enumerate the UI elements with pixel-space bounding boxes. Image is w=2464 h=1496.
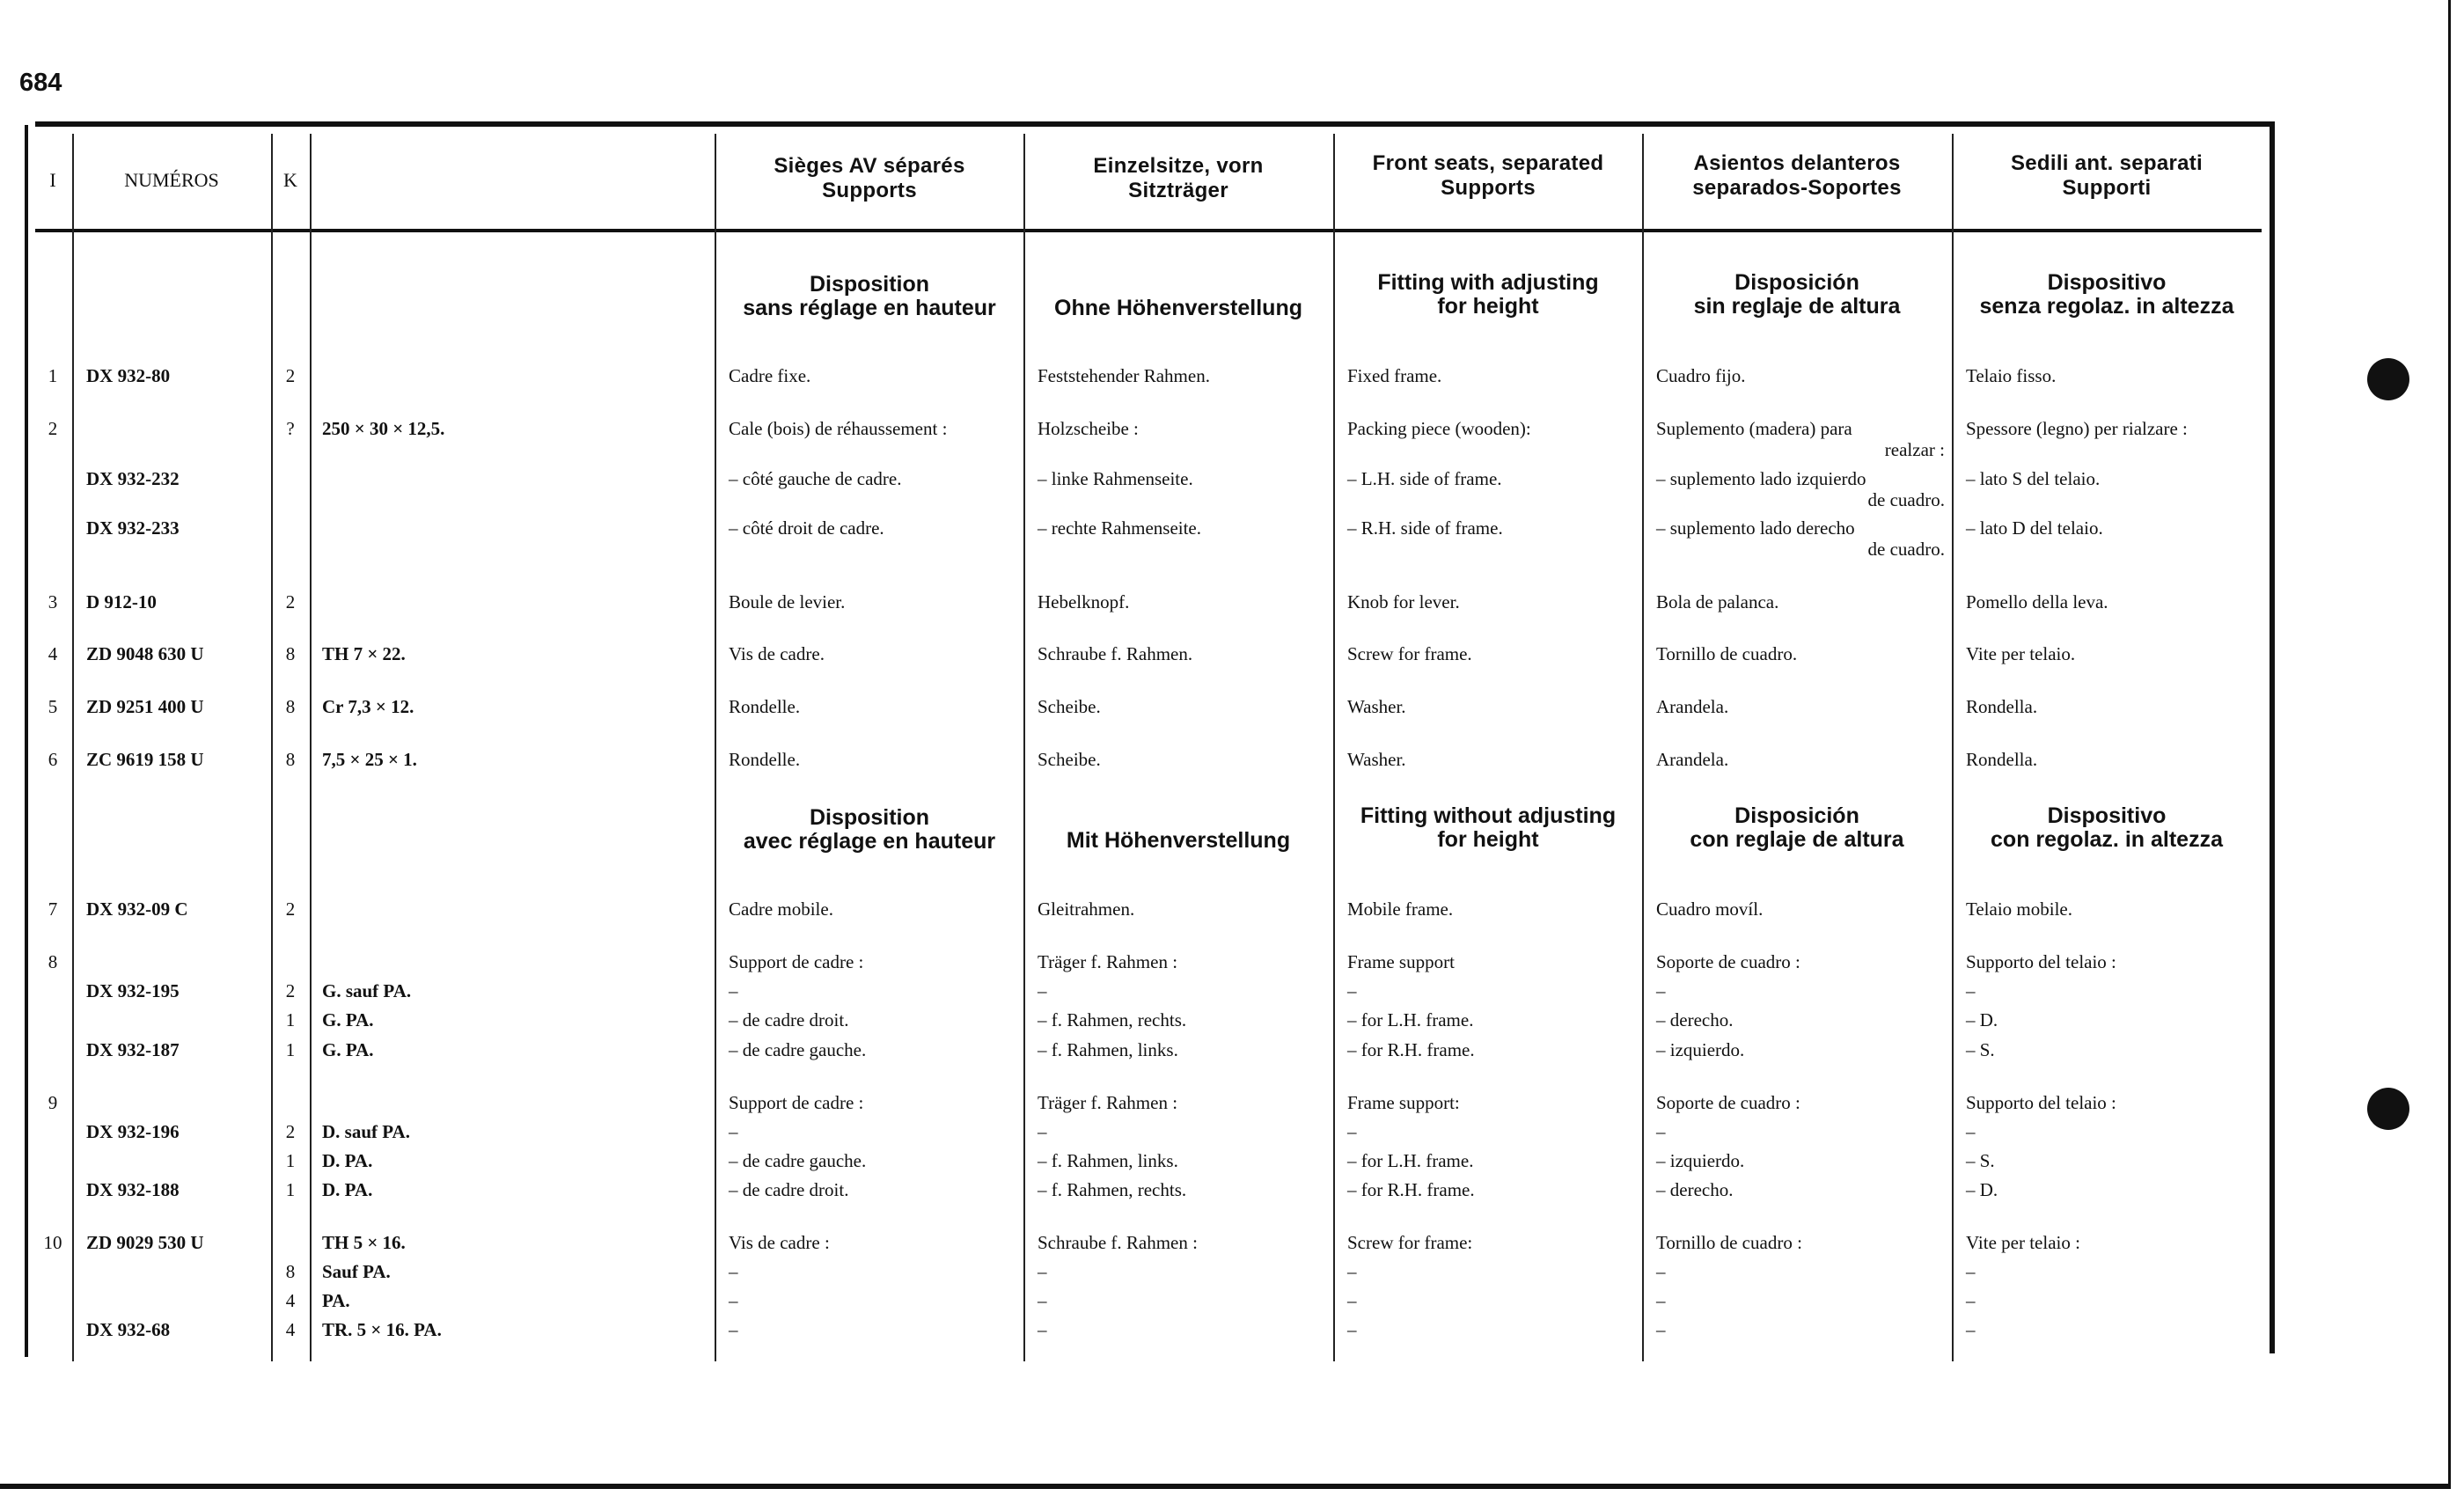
quantity: 8	[285, 749, 296, 770]
description-french: Rondelle.	[729, 696, 801, 717]
section-heading-italian: Dispositivo con regolaz. in altezza	[1991, 803, 2223, 852]
specification: Cr 7,3 × 12.	[322, 696, 414, 717]
description-french: Boule de levier.	[729, 591, 846, 612]
specification: TR. 5 × 16. PA.	[322, 1319, 442, 1340]
description-italian: – D.	[1966, 1179, 1998, 1200]
specification: G. sauf PA.	[322, 980, 412, 1001]
row-index: 2	[48, 418, 58, 439]
description-spanish: Arandela.	[1656, 696, 1729, 717]
description-spanish: Soporte de cuadro :	[1656, 1092, 1800, 1113]
description-spanish: Arandela.	[1656, 749, 1729, 770]
description-german: Hebelknopf.	[1038, 591, 1130, 612]
description-english: Mobile frame.	[1347, 898, 1454, 920]
quantity: 8	[285, 643, 296, 664]
section-heading-english: Fitting with adjusting for height	[1377, 270, 1599, 319]
section-heading-french: Disposition avec réglage en hauteur	[743, 805, 996, 854]
description-italian: Pomello della leva.	[1966, 591, 2108, 612]
description-german: Scheibe.	[1038, 749, 1101, 770]
description-french: – côté droit de cadre.	[729, 517, 884, 539]
specification: PA.	[322, 1290, 350, 1311]
description-italian: Rondella.	[1966, 696, 2038, 717]
column-divider	[72, 134, 74, 1361]
page-bottom-rule	[0, 1484, 2451, 1489]
description-spanish-continued: realzar :	[1884, 439, 1945, 460]
description-spanish: – derecho.	[1656, 1009, 1734, 1030]
description-german: Schraube f. Rahmen :	[1038, 1232, 1198, 1253]
part-number: ZD 9251 400 U	[86, 696, 204, 717]
header-rule	[35, 229, 2262, 232]
part-number: ZD 9048 630 U	[86, 643, 204, 664]
description-english: Frame support	[1347, 951, 1455, 972]
specification: D. sauf PA.	[322, 1121, 410, 1142]
description-french: – côté gauche de cadre.	[729, 468, 902, 489]
description-french: –	[729, 1290, 738, 1311]
description-german: Holzscheibe :	[1038, 418, 1139, 439]
description-german: – f. Rahmen, rechts.	[1038, 1179, 1187, 1200]
description-english: – R.H. side of frame.	[1347, 517, 1503, 539]
description-italian: – S.	[1966, 1150, 1995, 1171]
description-spanish: –	[1656, 1290, 1666, 1311]
description-english: Knob for lever.	[1347, 591, 1460, 612]
description-french: Cale (bois) de réhaussement :	[729, 418, 948, 439]
description-spanish: –	[1656, 1319, 1666, 1340]
column-header-german: Einzelsitze, vorn Sitzträger	[1093, 154, 1264, 202]
specification: TH 5 × 16.	[322, 1232, 406, 1253]
specification: TH 7 × 22.	[322, 643, 406, 664]
column-header-french: Sièges AV séparés Supports	[774, 154, 965, 202]
description-french: –	[729, 980, 738, 1001]
description-french: –	[729, 1319, 738, 1340]
description-spanish: Tornillo de cuadro.	[1656, 643, 1798, 664]
description-italian: –	[1966, 980, 1976, 1001]
description-spanish: Suplemento (madera) para	[1656, 418, 1852, 439]
specification: Sauf PA.	[322, 1261, 391, 1282]
description-english: Washer.	[1347, 696, 1406, 717]
row-index: 5	[48, 696, 58, 717]
description-english: Screw for frame.	[1347, 643, 1472, 664]
quantity: 1	[285, 1039, 296, 1060]
description-german: –	[1038, 980, 1047, 1001]
description-english: –	[1347, 1121, 1357, 1142]
description-german: – f. Rahmen, rechts.	[1038, 1009, 1187, 1030]
row-index: 10	[43, 1232, 62, 1253]
specification: D. PA.	[322, 1179, 373, 1200]
description-italian: –	[1966, 1261, 1976, 1282]
description-italian: Rondella.	[1966, 749, 2038, 770]
column-header-i: I	[49, 169, 56, 191]
description-english: Washer.	[1347, 749, 1406, 770]
description-italian: –	[1966, 1121, 1976, 1142]
page-number: 684	[19, 69, 62, 97]
description-german: – rechte Rahmenseite.	[1038, 517, 1202, 539]
description-italian: Vite per telaio.	[1966, 643, 2076, 664]
description-spanish: Cuadro movíl.	[1656, 898, 1764, 920]
description-italian: Vite per telaio :	[1966, 1232, 2080, 1253]
column-divider	[271, 134, 273, 1361]
quantity: 8	[285, 1261, 296, 1282]
part-number: ZC 9619 158 U	[86, 749, 204, 770]
description-german: Träger f. Rahmen :	[1038, 951, 1178, 972]
part-number: DX 932-196	[86, 1121, 180, 1142]
row-index: 9	[48, 1092, 58, 1113]
description-english: – for L.H. frame.	[1347, 1009, 1474, 1030]
row-index: 8	[48, 951, 58, 972]
description-spanish: – suplemento lado izquierdo	[1656, 468, 1866, 489]
description-german: – linke Rahmenseite.	[1038, 468, 1193, 489]
section-heading-german: Mit Höhenverstellung	[1066, 828, 1291, 853]
description-italian: Supporto del telaio :	[1966, 1092, 2116, 1113]
column-header-italian: Sedili ant. separati Supporti	[2010, 151, 2204, 200]
description-english: –	[1347, 1290, 1357, 1311]
row-index: 3	[48, 591, 58, 612]
description-german: Schraube f. Rahmen.	[1038, 643, 1193, 664]
description-spanish: Soporte de cuadro :	[1656, 951, 1800, 972]
row-index: 7	[48, 898, 58, 920]
description-english: –	[1347, 980, 1357, 1001]
quantity: 1	[285, 1009, 296, 1030]
part-number: DX 932-80	[86, 365, 171, 386]
description-spanish: – izquierdo.	[1656, 1150, 1745, 1171]
specification: G. PA.	[322, 1039, 374, 1060]
part-number: DX 932-09 C	[86, 898, 188, 920]
quantity: 2	[285, 1121, 296, 1142]
page-edge-line	[2448, 0, 2451, 1485]
description-spanish: Tornillo de cuadro :	[1656, 1232, 1802, 1253]
description-english: – for R.H. frame.	[1347, 1179, 1475, 1200]
description-italian: – lato D del telaio.	[1966, 517, 2103, 539]
description-german: –	[1038, 1290, 1047, 1311]
description-french: Vis de cadre :	[729, 1232, 830, 1253]
section-heading-french: Disposition sans réglage en hauteur	[743, 272, 996, 320]
part-number: DX 932-187	[86, 1039, 180, 1060]
description-french: Cadre mobile.	[729, 898, 833, 920]
description-german: – f. Rahmen, links.	[1038, 1150, 1178, 1171]
section-heading-italian: Dispositivo senza regolaz. in altezza	[1979, 270, 2234, 319]
description-german: –	[1038, 1319, 1047, 1340]
specification: G. PA.	[322, 1009, 374, 1030]
quantity: 8	[285, 696, 296, 717]
description-italian: –	[1966, 1290, 1976, 1311]
description-german: –	[1038, 1261, 1047, 1282]
quantity: 2	[285, 980, 296, 1001]
column-divider	[310, 134, 312, 1361]
description-italian: Supporto del telaio :	[1966, 951, 2116, 972]
quantity: 2	[285, 898, 296, 920]
part-number: DX 932-233	[86, 517, 180, 539]
description-spanish: Cuadro fijo.	[1656, 365, 1746, 386]
quantity: 2	[285, 591, 296, 612]
description-english: Frame support:	[1347, 1092, 1460, 1113]
description-german: Träger f. Rahmen :	[1038, 1092, 1178, 1113]
column-header-english: Front seats, separated Supports	[1372, 151, 1604, 200]
description-italian: – S.	[1966, 1039, 1995, 1060]
part-number: ZD 9029 530 U	[86, 1232, 204, 1253]
description-spanish-continued: de cuadro.	[1867, 539, 1945, 560]
description-english: – for L.H. frame.	[1347, 1150, 1474, 1171]
part-number: DX 932-68	[86, 1319, 171, 1340]
description-german: –	[1038, 1121, 1047, 1142]
description-italian: –	[1966, 1319, 1976, 1340]
description-italian: Spessore (legno) per rialzare :	[1966, 418, 2188, 439]
description-english: Screw for frame:	[1347, 1232, 1473, 1253]
description-french: –	[729, 1121, 738, 1142]
description-german: Feststehender Rahmen.	[1038, 365, 1210, 386]
description-german: – f. Rahmen, links.	[1038, 1039, 1178, 1060]
description-english: –	[1347, 1319, 1357, 1340]
description-french: – de cadre droit.	[729, 1179, 849, 1200]
frame-left-rule	[25, 125, 28, 1357]
section-heading-german: Ohne Höhenverstellung	[1054, 296, 1302, 320]
description-english: Packing piece (wooden):	[1347, 418, 1531, 439]
description-french: Cadre fixe.	[729, 365, 811, 386]
quantity: 4	[285, 1319, 296, 1340]
description-spanish: – suplemento lado derecho	[1656, 517, 1855, 539]
binder-hole	[2367, 1088, 2409, 1130]
description-spanish: – izquierdo.	[1656, 1039, 1745, 1060]
description-french: –	[729, 1261, 738, 1282]
description-french: Support de cadre :	[729, 951, 864, 972]
quantity: 1	[285, 1179, 296, 1200]
row-index: 4	[48, 643, 58, 664]
description-french: Rondelle.	[729, 749, 801, 770]
description-spanish-continued: de cuadro.	[1867, 489, 1945, 510]
description-english: – L.H. side of frame.	[1347, 468, 1502, 489]
description-french: Vis de cadre.	[729, 643, 825, 664]
description-french: Support de cadre :	[729, 1092, 864, 1113]
column-header-k: K	[283, 169, 297, 191]
part-number: D 912-10	[86, 591, 157, 612]
binder-hole	[2367, 358, 2409, 400]
description-english: – for R.H. frame.	[1347, 1039, 1475, 1060]
quantity: 4	[285, 1290, 296, 1311]
description-italian: Telaio mobile.	[1966, 898, 2072, 920]
description-italian: Telaio fisso.	[1966, 365, 2057, 386]
quantity: 2	[285, 365, 296, 386]
description-french: – de cadre gauche.	[729, 1039, 867, 1060]
specification: 250 × 30 × 12,5.	[322, 418, 445, 439]
section-heading-spanish: Disposición sin reglaje de altura	[1693, 270, 1901, 319]
specification: D. PA.	[322, 1150, 373, 1171]
description-french: – de cadre droit.	[729, 1009, 849, 1030]
column-header-numeros: NUMÉROS	[124, 169, 219, 191]
description-spanish: – derecho.	[1656, 1179, 1734, 1200]
description-italian: – D.	[1966, 1009, 1998, 1030]
specification: 7,5 × 25 × 1.	[322, 749, 417, 770]
quantity: 1	[285, 1150, 296, 1171]
description-german: Scheibe.	[1038, 696, 1101, 717]
row-index: 1	[48, 365, 58, 386]
quantity: ?	[286, 418, 295, 439]
description-spanish: –	[1656, 1261, 1666, 1282]
description-english: Fixed frame.	[1347, 365, 1442, 386]
frame-top-rule	[35, 121, 2274, 127]
part-number: DX 932-188	[86, 1179, 180, 1200]
description-english: –	[1347, 1261, 1357, 1282]
frame-right-rule	[2270, 121, 2275, 1353]
description-spanish: –	[1656, 980, 1666, 1001]
row-index: 6	[48, 749, 58, 770]
part-number: DX 932-232	[86, 468, 180, 489]
section-heading-spanish: Disposición con reglaje de altura	[1690, 803, 1904, 852]
description-spanish: Bola de palanca.	[1656, 591, 1779, 612]
description-french: – de cadre gauche.	[729, 1150, 867, 1171]
column-header-spanish: Asientos delanteros separados-Soportes	[1692, 151, 1902, 200]
part-number: DX 932-195	[86, 980, 180, 1001]
description-italian: – lato S del telaio.	[1966, 468, 2101, 489]
section-heading-english: Fitting without adjusting for height	[1360, 803, 1617, 852]
description-german: Gleitrahmen.	[1038, 898, 1135, 920]
description-spanish: –	[1656, 1121, 1666, 1142]
